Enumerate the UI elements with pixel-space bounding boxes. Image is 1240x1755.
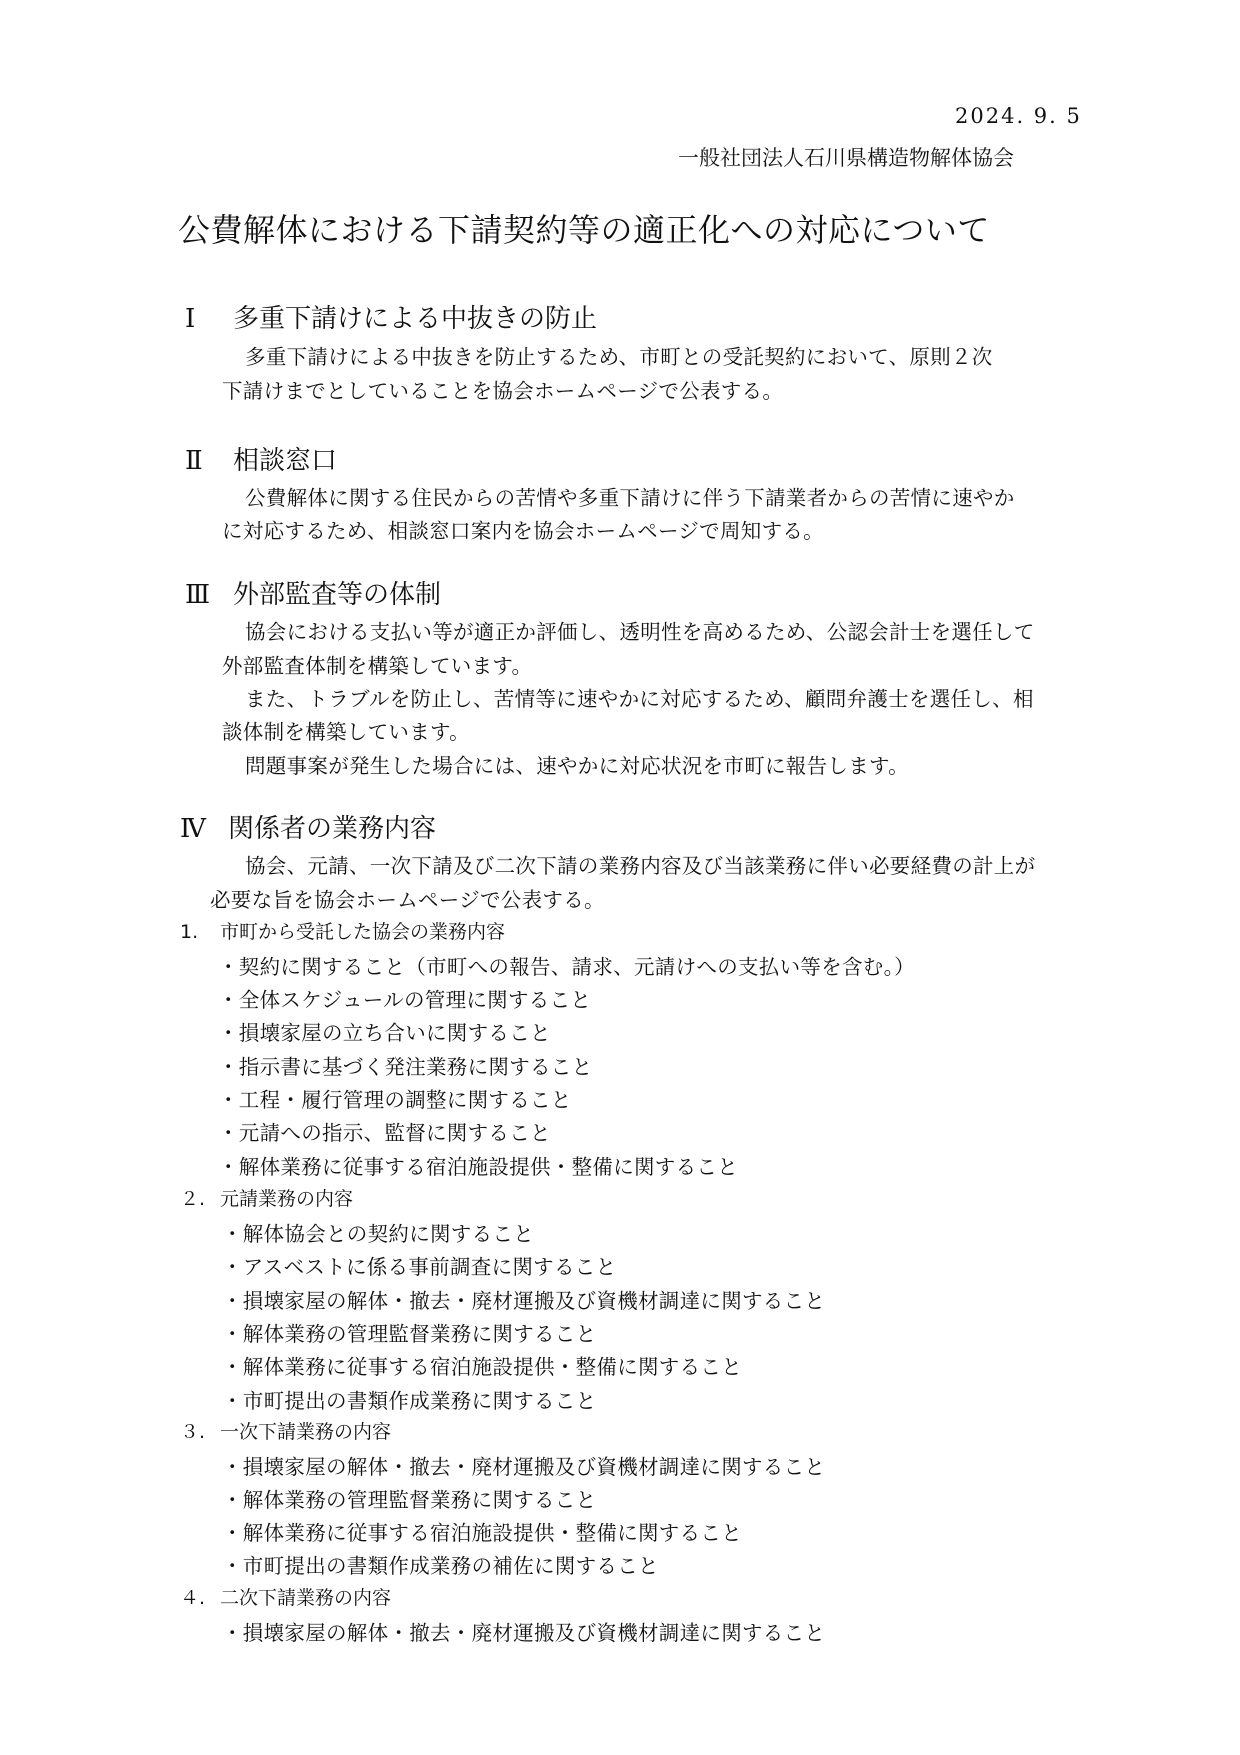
subsection-1-heading <box>180 917 505 944</box>
list-item: ・解体業務に従事する宿泊施設提供・整備に関すること <box>222 1355 742 1379</box>
section-title: 外部監査等の体制 <box>233 580 442 610</box>
paragraph-line: また、トラブルを防止し、苦情等に速やかに対応するため、顧問弁護士を選任し、相 <box>245 687 1034 711</box>
list-item: ・解体業務の管理監督業務に関すること <box>222 1322 597 1346</box>
paragraph-line: 談体制を構築しています。 <box>222 720 470 744</box>
section-number: Ⅰ <box>185 304 196 334</box>
subsection-title: 二次下請業務の内容 <box>220 1587 392 1609</box>
list-item: ・アスベストに係る事前調査に関すること <box>222 1255 617 1279</box>
list-item: ・解体協会との契約に関すること <box>222 1222 534 1246</box>
paragraph-line: 協会、元請、一次下請及び二次下請の業務内容及び当該業務に伴い必要経費の計上が <box>245 854 1036 878</box>
document-title: 公費解体における下請契約等の適正化への対応について <box>178 211 990 249</box>
subsection-2-heading <box>180 1184 353 1211</box>
paragraph-line: 必要な旨を協会ホームページで公表する。 <box>210 888 605 912</box>
list-item: ・損壊家屋の解体・撤去・廃材運搬及び資機材調達に関すること <box>222 1455 826 1479</box>
paragraph-line: 下請けまでとしていることを協会ホームページで公表する。 <box>222 379 784 403</box>
subsection-number: ２. <box>180 1188 206 1210</box>
paragraph-line: 問題事案が発生した場合には、速やかに対応状況を市町に報告します。 <box>245 754 909 778</box>
section-title: 多重下請けによる中抜きの防止 <box>233 304 598 334</box>
subsection-title: 市町から受託した協会の業務内容 <box>220 921 506 943</box>
list-item: ・解体業務に従事する宿泊施設提供・整備に関すること <box>218 1155 738 1179</box>
list-item: ・損壊家屋の立ち合いに関すること <box>218 1021 551 1045</box>
issuing-organization: 一般社団法人石川県構造物解体協会 <box>678 146 1014 170</box>
section-4-heading <box>180 808 436 845</box>
section-3-heading <box>185 574 441 611</box>
subsection-number: ４. <box>180 1587 206 1609</box>
list-item: ・契約に関すること（市町への報告、請求、元請けへの支払い等を含む。） <box>218 955 915 979</box>
section-title: 相談窓口 <box>233 446 338 476</box>
subsection-number: 1. <box>180 921 199 943</box>
subsection-title: 元請業務の内容 <box>220 1188 354 1210</box>
subsection-title: 一次下請業務の内容 <box>220 1421 392 1443</box>
section-number: Ⅳ <box>180 814 206 844</box>
document-date: 2024. 9. 5 <box>955 104 1082 128</box>
subsection-3-heading <box>180 1417 391 1444</box>
list-item: ・指示書に基づく発注業務に関すること <box>218 1055 593 1079</box>
paragraph-line: 多重下請けによる中抜きを防止するため、市町との受託契約において、原則２次 <box>245 345 993 369</box>
paragraph-line: 外部監査体制を構築しています。 <box>222 654 533 678</box>
list-item: ・全体スケジュールの管理に関すること <box>218 988 592 1012</box>
list-item: ・市町提出の書類作成業務に関すること <box>222 1389 597 1413</box>
paragraph-line: 公費解体に関する住民からの苦情や多重下請けに伴う下請業者からの苦情に速やか <box>245 486 1015 510</box>
subsection-number: ３. <box>180 1421 206 1443</box>
paragraph-line: 協会における支払い等が適正か評価し、透明性を高めるため、公認会計士を選任して <box>245 620 1035 644</box>
section-number: Ⅱ <box>185 446 203 476</box>
list-item: ・損壊家屋の解体・撤去・廃材運搬及び資機材調達に関すること <box>222 1621 826 1645</box>
subsection-4-heading <box>180 1583 391 1610</box>
list-item: ・解体業務の管理監督業務に関すること <box>222 1488 597 1512</box>
section-title: 関係者の業務内容 <box>228 814 437 844</box>
section-1-heading <box>185 298 597 335</box>
list-item: ・工程・履行管理の調整に関すること <box>218 1088 572 1112</box>
paragraph-line: に対応するため、相談窓口案内を協会ホームページで周知する。 <box>222 519 824 543</box>
list-item: ・元請への指示、監督に関すること <box>218 1121 551 1145</box>
section-number: Ⅲ <box>185 580 211 610</box>
section-2-heading <box>185 440 337 477</box>
list-item: ・市町提出の書類作成業務の補佐に関すること <box>222 1554 659 1578</box>
list-item: ・損壊家屋の解体・撤去・廃材運搬及び資機材調達に関すること <box>222 1289 826 1313</box>
list-item: ・解体業務に従事する宿泊施設提供・整備に関すること <box>222 1521 742 1545</box>
